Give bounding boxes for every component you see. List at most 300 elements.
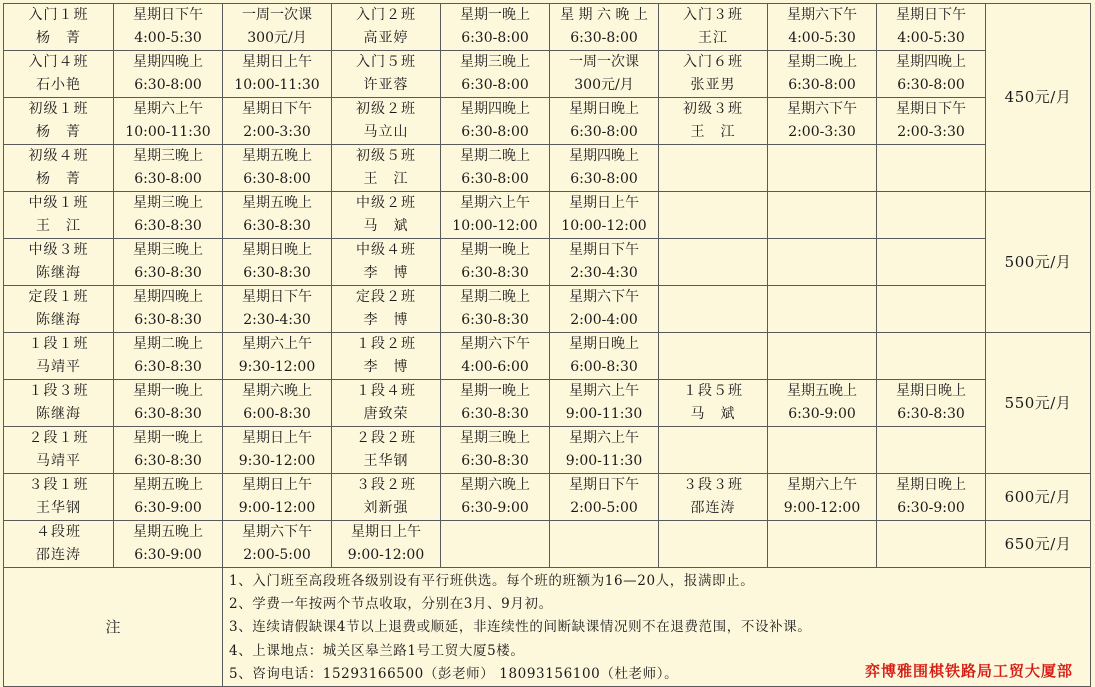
cell-primary-text: 入门６班 <box>683 54 743 70</box>
schedule-cell <box>223 333 332 380</box>
note-line: 1、入门班至高段班各级别设有平行班供选。每个班的班额为16—20人，报满即止。 <box>229 573 755 589</box>
cell-secondary-text: 6:30-8:00 <box>570 171 638 187</box>
cell-secondary-text: 陈继海 <box>36 406 81 422</box>
cell-secondary-text: 王华钢 <box>363 453 409 469</box>
cell-secondary-text: 王江 <box>698 30 728 46</box>
schedule-cell <box>877 51 986 98</box>
schedule-cell <box>441 474 550 521</box>
schedule-cell <box>114 145 223 192</box>
monthly-fee-cell: 450元/月 <box>986 4 1091 192</box>
cell-primary-text: ３段３班 <box>683 477 743 493</box>
cell-secondary-text: 邵连涛 <box>690 500 736 516</box>
cell-secondary-text: 4:00-5:30 <box>897 30 965 46</box>
cell-primary-text: 星期三晚上 <box>133 148 203 164</box>
cell-secondary-text: 9:00-12:00 <box>347 547 425 563</box>
class-cell <box>332 380 441 427</box>
schedule-cell <box>114 192 223 239</box>
cell-secondary-text: 李 博 <box>363 312 409 328</box>
schedule-cell <box>223 51 332 98</box>
cell-primary-text: 初级２班 <box>356 101 416 117</box>
schedule-cell <box>223 145 332 192</box>
table-row <box>4 145 1091 192</box>
cell-primary-text: 星期日晚上 <box>896 383 966 399</box>
schedule-cell <box>114 286 223 333</box>
cell-secondary-text: 9:00-11:30 <box>565 406 643 422</box>
class-cell <box>4 427 114 474</box>
schedule-cell <box>550 380 659 427</box>
cell-secondary-text: 陈继海 <box>36 265 81 281</box>
schedule-cell <box>550 51 659 98</box>
schedule-body <box>4 4 1091 687</box>
cell-secondary-text: 10:00-12:00 <box>561 218 647 234</box>
cell-primary-text: 星期日下午 <box>133 7 203 23</box>
cell-secondary-text: 高亚婷 <box>363 30 409 46</box>
schedule-cell <box>550 286 659 333</box>
cell-primary-text: 一周一次课 <box>242 7 312 23</box>
cell-primary-text: 星期四晚上 <box>460 101 530 117</box>
cell-secondary-text: 6:30-9:00 <box>134 500 202 516</box>
cell-primary-text: 星期一晚上 <box>133 430 203 446</box>
cell-primary-text: 入门３班 <box>683 7 743 23</box>
cell-secondary-text: 2:00-3:30 <box>243 124 311 140</box>
cell-primary-text: 星期三晚上 <box>460 54 530 70</box>
cell-secondary-text: 6:30-8:00 <box>461 124 529 140</box>
empty-cell <box>659 192 768 239</box>
table-row <box>4 4 1091 51</box>
cell-secondary-text: 6:30-8:30 <box>243 265 311 281</box>
cell-secondary-text: 李 博 <box>363 359 409 375</box>
empty-cell <box>877 521 986 568</box>
cell-primary-text: 入门５班 <box>356 54 416 70</box>
cell-primary-text: 星期日上午 <box>242 54 312 70</box>
cell-secondary-text: 2:00-4:00 <box>570 312 638 328</box>
class-cell <box>332 4 441 51</box>
schedule-cell <box>223 192 332 239</box>
schedule-cell <box>441 380 550 427</box>
class-cell <box>4 333 114 380</box>
empty-cell <box>659 521 768 568</box>
cell-secondary-text: 6:30-8:00 <box>134 77 202 93</box>
cell-primary-text: 星期五晚上 <box>242 148 312 164</box>
cell-secondary-text: 4:00-5:30 <box>788 30 856 46</box>
cell-secondary-text: 6:30-8:30 <box>134 359 202 375</box>
table-row <box>4 333 1091 380</box>
cell-secondary-text: 6:30-8:30 <box>461 265 529 281</box>
schedule-cell <box>114 51 223 98</box>
class-schedule-table <box>3 3 1091 687</box>
class-cell <box>332 333 441 380</box>
empty-cell <box>659 333 768 380</box>
schedule-cell <box>441 427 550 474</box>
cell-secondary-text: 4:00-5:30 <box>134 30 202 46</box>
note-line: 5、咨询电话：15293166500（彭老师） 18093156100（杜老师）。 <box>229 665 679 682</box>
note-line: 3、连续请假缺课4节以上退费或顺延，非连续性的间断缺课情况则不在退费范围，不设补课。 <box>229 619 812 636</box>
schedule-cell <box>768 98 877 145</box>
cell-primary-text: 星期日下午 <box>242 101 312 117</box>
schedule-cell <box>877 474 986 521</box>
organization-name: 弈博雅围棋铁路局工贸大厦部 <box>864 662 1073 680</box>
empty-cell <box>768 192 877 239</box>
schedule-cell <box>114 427 223 474</box>
schedule-cell <box>223 474 332 521</box>
empty-cell <box>768 521 877 568</box>
cell-primary-text: １段２班 <box>356 336 416 352</box>
cell-primary-text: 星期五晚上 <box>133 524 203 540</box>
cell-secondary-text: 6:30-8:30 <box>134 312 202 328</box>
cell-primary-text: 星期一晚上 <box>460 242 530 258</box>
class-cell <box>659 51 768 98</box>
empty-cell <box>768 427 877 474</box>
cell-primary-text: 初级４班 <box>28 148 89 164</box>
class-cell <box>4 474 114 521</box>
class-cell <box>332 286 441 333</box>
cell-secondary-text: 6:30-8:30 <box>134 218 202 234</box>
schedule-cell <box>550 4 659 51</box>
cell-primary-text: 星期二晚上 <box>460 148 530 164</box>
cell-secondary-text: 王 江 <box>363 171 409 187</box>
cell-secondary-text: 2:00-5:00 <box>243 547 311 563</box>
table-row <box>4 474 1091 521</box>
cell-primary-text: １段１班 <box>28 336 89 352</box>
empty-cell <box>768 145 877 192</box>
schedule-cell <box>877 4 986 51</box>
cell-primary-text: 星期六上午 <box>569 430 639 446</box>
cell-primary-text: 星期五晚上 <box>242 195 312 211</box>
cell-secondary-text: 6:00-8:30 <box>243 406 311 422</box>
cell-primary-text: 星期六晚上 <box>242 383 312 399</box>
cell-primary-text: 星期一晚上 <box>460 383 530 399</box>
cell-primary-text: 星期二晚上 <box>787 54 857 70</box>
cell-primary-text: 星期二晚上 <box>133 336 203 352</box>
monthly-fee-cell: 650元/月 <box>986 521 1091 568</box>
cell-secondary-text: 杨 菁 <box>36 30 81 46</box>
cell-secondary-text: 6:30-9:00 <box>134 547 202 563</box>
cell-primary-text: 星期五晚上 <box>787 383 857 399</box>
table-row <box>4 427 1091 474</box>
cell-primary-text: 星期一晚上 <box>133 383 203 399</box>
cell-primary-text: 定段１班 <box>28 289 89 305</box>
schedule-cell <box>441 51 550 98</box>
cell-primary-text: 初级５班 <box>356 148 416 164</box>
schedule-cell <box>550 474 659 521</box>
class-cell <box>332 239 441 286</box>
cell-primary-text: 星期六上午 <box>569 383 639 399</box>
schedule-cell <box>550 98 659 145</box>
cell-primary-text: ２段１班 <box>28 430 89 446</box>
table-row <box>4 380 1091 427</box>
cell-primary-text: 星期四晚上 <box>133 289 203 305</box>
cell-secondary-text: 6:30-9:00 <box>461 500 529 516</box>
class-cell <box>332 98 441 145</box>
schedule-cell <box>550 427 659 474</box>
schedule-cell <box>114 4 223 51</box>
empty-cell <box>659 286 768 333</box>
table-row <box>4 51 1091 98</box>
cell-secondary-text: 2:30-4:30 <box>243 312 311 328</box>
cell-secondary-text: 王 江 <box>690 124 736 140</box>
cell-secondary-text: 刘新强 <box>363 500 409 516</box>
cell-secondary-text: 许亚蓉 <box>363 77 409 93</box>
monthly-fee-cell: 500元/月 <box>986 192 1091 333</box>
schedule-cell <box>441 286 550 333</box>
empty-cell <box>659 239 768 286</box>
cell-primary-text: 星期六下午 <box>242 524 312 540</box>
cell-secondary-text: 10:00-11:30 <box>125 124 211 140</box>
monthly-fee-cell: 600元/月 <box>986 474 1091 521</box>
cell-primary-text: 星期一晚上 <box>460 7 530 23</box>
cell-secondary-text: 6:30-8:00 <box>788 77 856 93</box>
schedule-cell <box>332 521 441 568</box>
cell-secondary-text: 9:30-12:00 <box>238 453 316 469</box>
cell-secondary-text: 6:30-8:00 <box>461 77 529 93</box>
empty-cell <box>441 521 550 568</box>
cell-primary-text: 星 期 六 晚 上 <box>560 7 648 23</box>
empty-cell <box>768 239 877 286</box>
schedule-cell <box>441 145 550 192</box>
cell-secondary-text: 6:30-8:30 <box>461 406 529 422</box>
cell-secondary-text: 马靖平 <box>36 359 81 375</box>
cell-primary-text: 星期二晚上 <box>460 289 530 305</box>
cell-primary-text: 星期三晚上 <box>460 430 530 446</box>
schedule-cell <box>223 98 332 145</box>
cell-primary-text: 入门１班 <box>28 7 89 23</box>
cell-secondary-text: 马靖平 <box>36 453 81 469</box>
cell-secondary-text: 6:00-8:30 <box>570 359 638 375</box>
class-cell <box>4 239 114 286</box>
cell-secondary-text: 马立山 <box>363 124 409 140</box>
cell-secondary-text: 陈继海 <box>36 312 81 328</box>
class-cell <box>4 192 114 239</box>
cell-primary-text: 星期日晚上 <box>569 101 639 117</box>
cell-secondary-text: 6:30-9:00 <box>897 500 965 516</box>
class-cell <box>659 4 768 51</box>
cell-primary-text: 星期六下午 <box>569 289 639 305</box>
cell-secondary-text: 6:30-8:00 <box>461 171 529 187</box>
cell-secondary-text: 6:30-8:00 <box>243 171 311 187</box>
cell-primary-text: 星期日晚上 <box>569 336 639 352</box>
cell-primary-text: 星期日下午 <box>242 289 312 305</box>
note-line: 2、学费一年按两个节点收取，分别在3月、9月初。 <box>229 596 553 613</box>
empty-cell <box>877 333 986 380</box>
empty-cell <box>877 239 986 286</box>
cell-primary-text: 中级２班 <box>356 195 416 211</box>
cell-secondary-text: 2:00-5:00 <box>570 500 638 516</box>
cell-secondary-text: 6:30-8:30 <box>134 265 202 281</box>
schedule-cell <box>550 333 659 380</box>
cell-secondary-text: 10:00-11:30 <box>234 77 320 93</box>
table-row <box>4 98 1091 145</box>
class-cell <box>332 51 441 98</box>
schedule-cell <box>223 4 332 51</box>
cell-primary-text: 星期日晚上 <box>242 242 312 258</box>
cell-secondary-text: 9:30-12:00 <box>238 359 316 375</box>
cell-primary-text: 星期六下午 <box>787 101 857 117</box>
cell-primary-text: 星期六上午 <box>787 477 857 493</box>
cell-primary-text: 中级１班 <box>28 195 89 211</box>
schedule-cell <box>768 380 877 427</box>
cell-secondary-text: 2:30-4:30 <box>570 265 638 281</box>
cell-secondary-text: 李 博 <box>363 265 409 281</box>
cell-primary-text: 星期五晚上 <box>133 477 203 493</box>
cell-primary-text: 一周一次课 <box>569 54 639 70</box>
class-cell <box>4 51 114 98</box>
cell-secondary-text: 6:30-8:30 <box>897 406 965 422</box>
schedule-cell <box>114 521 223 568</box>
empty-cell <box>877 192 986 239</box>
cell-secondary-text: 6:30-9:00 <box>788 406 856 422</box>
schedule-cell <box>768 51 877 98</box>
cell-secondary-text: 2:00-3:30 <box>788 124 856 140</box>
schedule-cell <box>768 474 877 521</box>
cell-primary-text: 星期六上午 <box>460 195 530 211</box>
empty-cell <box>877 145 986 192</box>
cell-secondary-text: 4:00-6:00 <box>461 359 529 375</box>
cell-secondary-text: 10:00-12:00 <box>452 218 538 234</box>
class-cell <box>4 521 114 568</box>
cell-secondary-text: 杨 菁 <box>36 171 81 187</box>
schedule-cell <box>223 521 332 568</box>
schedule-cell <box>114 380 223 427</box>
cell-secondary-text: 300元/月 <box>247 30 307 46</box>
cell-primary-text: 入门４班 <box>28 54 89 70</box>
cell-primary-text: 中级４班 <box>356 242 416 258</box>
schedule-cell <box>114 98 223 145</box>
cell-primary-text: 星期日上午 <box>242 477 312 493</box>
cell-secondary-text: 马 斌 <box>690 406 736 422</box>
empty-cell <box>768 286 877 333</box>
cell-primary-text: 星期日晚上 <box>896 477 966 493</box>
cell-primary-text: 星期六晚上 <box>460 477 530 493</box>
table-row <box>4 286 1091 333</box>
class-cell <box>332 427 441 474</box>
class-cell <box>332 145 441 192</box>
class-cell <box>4 4 114 51</box>
cell-secondary-text: 6:30-8:30 <box>243 218 311 234</box>
cell-primary-text: ２段２班 <box>356 430 416 446</box>
empty-cell <box>659 427 768 474</box>
cell-primary-text: 入门２班 <box>356 7 416 23</box>
cell-secondary-text: 石小艳 <box>36 77 81 93</box>
schedule-cell <box>223 427 332 474</box>
empty-cell <box>550 521 659 568</box>
class-cell <box>332 192 441 239</box>
cell-primary-text: 星期日下午 <box>896 101 966 117</box>
cell-primary-text: 初级１班 <box>28 101 89 117</box>
schedule-cell <box>441 333 550 380</box>
cell-secondary-text: 6:30-8:30 <box>461 312 529 328</box>
schedule-cell <box>550 239 659 286</box>
cell-secondary-text: 王华钢 <box>36 500 81 516</box>
class-cell <box>4 98 114 145</box>
cell-secondary-text: 6:30-8:00 <box>570 124 638 140</box>
cell-secondary-text: 6:30-8:00 <box>461 30 529 46</box>
cell-primary-text: 星期日上午 <box>242 430 312 446</box>
cell-primary-text: 星期日下午 <box>896 7 966 23</box>
cell-secondary-text: 6:30-8:30 <box>461 453 529 469</box>
cell-primary-text: 星期四晚上 <box>133 54 203 70</box>
monthly-fee-cell: 550元/月 <box>986 333 1091 474</box>
cell-primary-text: 星期日上午 <box>351 524 421 540</box>
cell-primary-text: 星期日上午 <box>569 195 639 211</box>
class-cell <box>659 98 768 145</box>
cell-primary-text: ３段２班 <box>356 477 416 493</box>
class-cell <box>4 145 114 192</box>
table-row <box>4 192 1091 239</box>
cell-secondary-text: 9:00-12:00 <box>238 500 316 516</box>
table-row <box>4 239 1091 286</box>
cell-primary-text: 星期四晚上 <box>569 148 639 164</box>
schedule-cell <box>768 4 877 51</box>
cell-primary-text: １段４班 <box>356 383 416 399</box>
schedule-cell <box>114 239 223 286</box>
cell-secondary-text: 唐致荣 <box>363 406 409 422</box>
cell-primary-text: １段５班 <box>683 383 743 399</box>
cell-secondary-text: 杨 菁 <box>36 124 81 140</box>
schedule-cell <box>223 380 332 427</box>
cell-secondary-text: 9:00-12:00 <box>783 500 861 516</box>
cell-primary-text: 定段２班 <box>356 289 416 305</box>
schedule-cell <box>441 4 550 51</box>
cell-primary-text: １段３班 <box>28 383 89 399</box>
cell-primary-text: 星期六上午 <box>133 101 203 117</box>
schedule-cell <box>114 333 223 380</box>
cell-secondary-text: 6:30-8:00 <box>570 30 638 46</box>
schedule-cell <box>441 98 550 145</box>
cell-primary-text: 初级３班 <box>683 101 743 117</box>
schedule-cell <box>877 380 986 427</box>
schedule-cell <box>550 145 659 192</box>
class-cell <box>332 474 441 521</box>
cell-secondary-text: 张亚男 <box>690 77 736 93</box>
notes-label: 注 <box>4 568 223 687</box>
empty-cell <box>877 286 986 333</box>
cell-primary-text: 中级３班 <box>28 242 89 258</box>
cell-secondary-text: 300元/月 <box>574 77 634 93</box>
cell-primary-text: 星期日下午 <box>569 477 639 493</box>
schedule-cell <box>114 474 223 521</box>
cell-secondary-text: 邵连涛 <box>36 547 81 563</box>
cell-primary-text: 星期六下午 <box>460 336 530 352</box>
empty-cell <box>768 333 877 380</box>
schedule-cell <box>877 98 986 145</box>
cell-primary-text: 星期六下午 <box>787 7 857 23</box>
cell-primary-text: 星期四晚上 <box>896 54 966 70</box>
schedule-cell <box>223 286 332 333</box>
class-cell <box>4 286 114 333</box>
class-cell <box>659 474 768 521</box>
table-row <box>4 521 1091 568</box>
cell-primary-text: 星期三晚上 <box>133 195 203 211</box>
empty-cell <box>877 427 986 474</box>
cell-secondary-text: 6:30-8:00 <box>897 77 965 93</box>
class-cell <box>659 380 768 427</box>
cell-secondary-text: 王 江 <box>36 218 81 234</box>
cell-secondary-text: 马 斌 <box>363 218 409 234</box>
schedule-cell <box>441 239 550 286</box>
cell-secondary-text: 6:30-8:00 <box>134 171 202 187</box>
cell-primary-text: ３段１班 <box>28 477 89 493</box>
empty-cell <box>659 145 768 192</box>
schedule-cell <box>223 239 332 286</box>
schedule-cell <box>550 192 659 239</box>
cell-secondary-text: 2:00-3:30 <box>897 124 965 140</box>
cell-secondary-text: 9:00-11:30 <box>565 453 643 469</box>
schedule-cell <box>441 192 550 239</box>
cell-primary-text: 星期六上午 <box>242 336 312 352</box>
cell-primary-text: 星期三晚上 <box>133 242 203 258</box>
cell-primary-text: 星期日下午 <box>569 242 639 258</box>
cell-secondary-text: 6:30-8:30 <box>134 406 202 422</box>
